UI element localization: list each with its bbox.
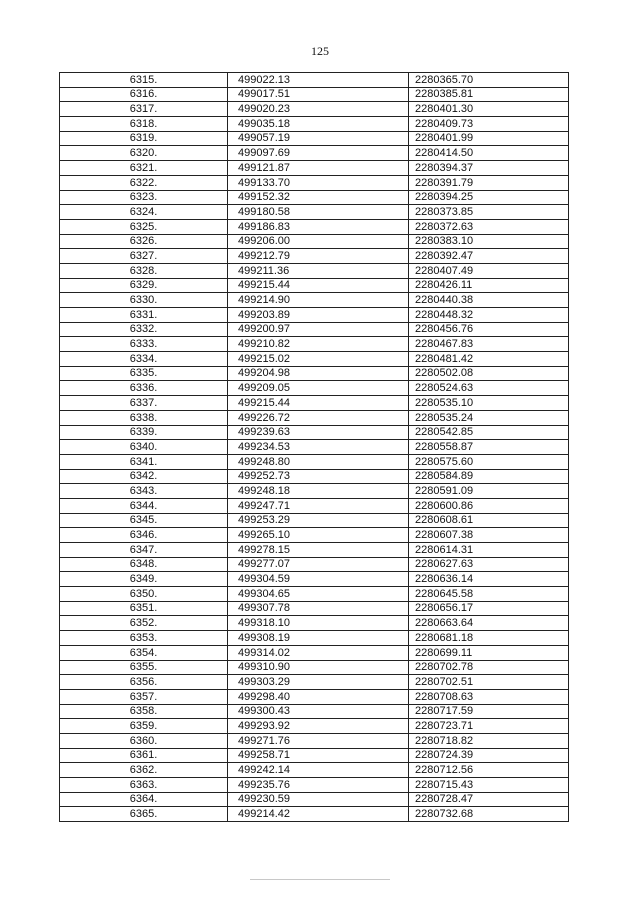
point-number-cell: 6320. (60, 146, 228, 161)
x-coordinate-cell: 499057.19 (228, 131, 409, 146)
y-coordinate-cell: 2280394.25 (409, 190, 569, 205)
y-coordinate-cell: 2280373.85 (409, 205, 569, 220)
x-coordinate-cell: 499293.92 (228, 719, 409, 734)
point-number-cell: 6317. (60, 102, 228, 117)
y-coordinate-cell: 2280608.61 (409, 513, 569, 528)
point-number-cell: 6357. (60, 689, 228, 704)
x-coordinate-cell: 499215.02 (228, 352, 409, 367)
table-row (60, 322, 569, 337)
x-coordinate-cell: 499304.65 (228, 587, 409, 602)
x-coordinate-cell: 499258.71 (228, 748, 409, 763)
point-number-cell: 6331. (60, 308, 228, 323)
table-row (60, 263, 569, 278)
y-coordinate-cell: 2280636.14 (409, 572, 569, 587)
table-row (60, 572, 569, 587)
x-coordinate-cell: 499314.02 (228, 645, 409, 660)
x-coordinate-cell: 499204.98 (228, 366, 409, 381)
point-number-cell: 6364. (60, 792, 228, 807)
point-number-cell: 6344. (60, 498, 228, 513)
x-coordinate-cell: 499265.10 (228, 528, 409, 543)
point-number-cell: 6325. (60, 219, 228, 234)
y-coordinate-cell: 2280712.56 (409, 763, 569, 778)
table-row (60, 249, 569, 264)
point-number-cell: 6362. (60, 763, 228, 778)
table-row (60, 337, 569, 352)
y-coordinate-cell: 2280663.64 (409, 616, 569, 631)
table-row (60, 234, 569, 249)
y-coordinate-cell: 2280607.38 (409, 528, 569, 543)
table-row (60, 131, 569, 146)
table-row (60, 557, 569, 572)
table-row (60, 498, 569, 513)
table-row (60, 616, 569, 631)
table-row (60, 528, 569, 543)
table-row (60, 631, 569, 646)
table-row (60, 425, 569, 440)
point-number-cell: 6342. (60, 469, 228, 484)
x-coordinate-cell: 499209.05 (228, 381, 409, 396)
table-row (60, 396, 569, 411)
y-coordinate-cell: 2280401.99 (409, 131, 569, 146)
table-row (60, 454, 569, 469)
point-number-cell: 6355. (60, 660, 228, 675)
x-coordinate-cell: 499307.78 (228, 601, 409, 616)
x-coordinate-cell: 499242.14 (228, 763, 409, 778)
x-coordinate-cell: 499308.19 (228, 631, 409, 646)
x-coordinate-cell: 499230.59 (228, 792, 409, 807)
y-coordinate-cell: 2280728.47 (409, 792, 569, 807)
point-number-cell: 6341. (60, 454, 228, 469)
x-coordinate-cell: 499298.40 (228, 689, 409, 704)
y-coordinate-cell: 2280524.63 (409, 381, 569, 396)
table-row (60, 440, 569, 455)
x-coordinate-cell: 499318.10 (228, 616, 409, 631)
y-coordinate-cell: 2280656.17 (409, 601, 569, 616)
y-coordinate-cell: 2280699.11 (409, 645, 569, 660)
point-number-cell: 6335. (60, 366, 228, 381)
table-row (60, 175, 569, 190)
y-coordinate-cell: 2280481.42 (409, 352, 569, 367)
y-coordinate-cell: 2280575.60 (409, 454, 569, 469)
point-number-cell: 6316. (60, 87, 228, 102)
point-number-cell: 6349. (60, 572, 228, 587)
table-row (60, 293, 569, 308)
y-coordinate-cell: 2280708.63 (409, 689, 569, 704)
point-number-cell: 6329. (60, 278, 228, 293)
point-number-cell: 6338. (60, 410, 228, 425)
x-coordinate-cell: 499186.83 (228, 219, 409, 234)
point-number-cell: 6348. (60, 557, 228, 572)
x-coordinate-cell: 499248.18 (228, 484, 409, 499)
x-coordinate-cell: 499271.76 (228, 733, 409, 748)
point-number-cell: 6346. (60, 528, 228, 543)
x-coordinate-cell: 499214.42 (228, 807, 409, 822)
y-coordinate-cell: 2280401.30 (409, 102, 569, 117)
table-row (60, 660, 569, 675)
table-row (60, 73, 569, 88)
point-number-cell: 6327. (60, 249, 228, 264)
y-coordinate-cell: 2280448.32 (409, 308, 569, 323)
x-coordinate-cell: 499206.00 (228, 234, 409, 249)
x-coordinate-cell: 499234.53 (228, 440, 409, 455)
x-coordinate-cell: 499211.36 (228, 263, 409, 278)
y-coordinate-cell: 2280584.89 (409, 469, 569, 484)
point-number-cell: 6326. (60, 234, 228, 249)
page-number: 125 (311, 44, 329, 58)
table-row (60, 689, 569, 704)
y-coordinate-cell: 2280732.68 (409, 807, 569, 822)
y-coordinate-cell: 2280535.24 (409, 410, 569, 425)
table-row (60, 205, 569, 220)
x-coordinate-cell: 499304.59 (228, 572, 409, 587)
x-coordinate-cell: 499121.87 (228, 161, 409, 176)
table-row (60, 778, 569, 793)
point-number-cell: 6361. (60, 748, 228, 763)
x-coordinate-cell: 499097.69 (228, 146, 409, 161)
table-row (60, 719, 569, 734)
x-coordinate-cell: 499235.76 (228, 778, 409, 793)
point-number-cell: 6337. (60, 396, 228, 411)
coordinates-table-body (60, 73, 569, 822)
y-coordinate-cell: 2280372.63 (409, 219, 569, 234)
y-coordinate-cell: 2280724.39 (409, 748, 569, 763)
x-coordinate-cell: 499152.32 (228, 190, 409, 205)
table-row (60, 601, 569, 616)
x-coordinate-cell: 499020.23 (228, 102, 409, 117)
point-number-cell: 6324. (60, 205, 228, 220)
x-coordinate-cell: 499035.18 (228, 117, 409, 132)
table-row (60, 87, 569, 102)
table-row (60, 146, 569, 161)
point-number-cell: 6332. (60, 322, 228, 337)
y-coordinate-cell: 2280383.10 (409, 234, 569, 249)
point-number-cell: 6347. (60, 543, 228, 558)
x-coordinate-cell: 499277.07 (228, 557, 409, 572)
table-row (60, 543, 569, 558)
x-coordinate-cell: 499253.29 (228, 513, 409, 528)
y-coordinate-cell: 2280394.37 (409, 161, 569, 176)
point-number-cell: 6340. (60, 440, 228, 455)
y-coordinate-cell: 2280723.71 (409, 719, 569, 734)
point-number-cell: 6363. (60, 778, 228, 793)
x-coordinate-cell: 499133.70 (228, 175, 409, 190)
point-number-cell: 6351. (60, 601, 228, 616)
point-number-cell: 6354. (60, 645, 228, 660)
y-coordinate-cell: 2280456.76 (409, 322, 569, 337)
y-coordinate-cell: 2280392.47 (409, 249, 569, 264)
point-number-cell: 6319. (60, 131, 228, 146)
x-coordinate-cell: 499215.44 (228, 396, 409, 411)
table-row (60, 513, 569, 528)
y-coordinate-cell: 2280600.86 (409, 498, 569, 513)
table-row (60, 733, 569, 748)
y-coordinate-cell: 2280385.81 (409, 87, 569, 102)
y-coordinate-cell: 2280627.63 (409, 557, 569, 572)
table-row (60, 308, 569, 323)
table-row (60, 484, 569, 499)
point-number-cell: 6350. (60, 587, 228, 602)
table-row (60, 704, 569, 719)
point-number-cell: 6323. (60, 190, 228, 205)
point-number-cell: 6345. (60, 513, 228, 528)
point-number-cell: 6360. (60, 733, 228, 748)
y-coordinate-cell: 2280681.18 (409, 631, 569, 646)
x-coordinate-cell: 499214.90 (228, 293, 409, 308)
table-row (60, 763, 569, 778)
x-coordinate-cell: 499200.97 (228, 322, 409, 337)
x-coordinate-cell: 499278.15 (228, 543, 409, 558)
table-row (60, 645, 569, 660)
table-row (60, 190, 569, 205)
point-number-cell: 6322. (60, 175, 228, 190)
point-number-cell: 6352. (60, 616, 228, 631)
y-coordinate-cell: 2280718.82 (409, 733, 569, 748)
point-number-cell: 6365. (60, 807, 228, 822)
table-row (60, 587, 569, 602)
x-coordinate-cell: 499210.82 (228, 337, 409, 352)
y-coordinate-cell: 2280591.09 (409, 484, 569, 499)
point-number-cell: 6321. (60, 161, 228, 176)
y-coordinate-cell: 2280535.10 (409, 396, 569, 411)
y-coordinate-cell: 2280558.87 (409, 440, 569, 455)
x-coordinate-cell: 499212.79 (228, 249, 409, 264)
point-number-cell: 6356. (60, 675, 228, 690)
y-coordinate-cell: 2280467.83 (409, 337, 569, 352)
coordinates-table (59, 72, 569, 822)
y-coordinate-cell: 2280542.85 (409, 425, 569, 440)
x-coordinate-cell: 499215.44 (228, 278, 409, 293)
x-coordinate-cell: 499203.89 (228, 308, 409, 323)
x-coordinate-cell: 499300.43 (228, 704, 409, 719)
table-row (60, 102, 569, 117)
x-coordinate-cell: 499180.58 (228, 205, 409, 220)
table-row (60, 792, 569, 807)
table-row (60, 352, 569, 367)
x-coordinate-cell: 499252.73 (228, 469, 409, 484)
x-coordinate-cell: 499310.90 (228, 660, 409, 675)
point-number-cell: 6328. (60, 263, 228, 278)
table-row (60, 117, 569, 132)
x-coordinate-cell: 499247.71 (228, 498, 409, 513)
point-number-cell: 6318. (60, 117, 228, 132)
table-row (60, 278, 569, 293)
point-number-cell: 6358. (60, 704, 228, 719)
table-row (60, 219, 569, 234)
y-coordinate-cell: 2280702.51 (409, 675, 569, 690)
point-number-cell: 6334. (60, 352, 228, 367)
x-coordinate-cell: 499017.51 (228, 87, 409, 102)
x-coordinate-cell: 499303.29 (228, 675, 409, 690)
x-coordinate-cell: 499248.80 (228, 454, 409, 469)
y-coordinate-cell: 2280440.38 (409, 293, 569, 308)
x-coordinate-cell: 499022.13 (228, 73, 409, 88)
point-number-cell: 6339. (60, 425, 228, 440)
table-row (60, 366, 569, 381)
footer-rule (250, 879, 390, 880)
table-row (60, 807, 569, 822)
y-coordinate-cell: 2280407.49 (409, 263, 569, 278)
y-coordinate-cell: 2280645.58 (409, 587, 569, 602)
point-number-cell: 6336. (60, 381, 228, 396)
y-coordinate-cell: 2280426.11 (409, 278, 569, 293)
table-row (60, 161, 569, 176)
table-row (60, 675, 569, 690)
x-coordinate-cell: 499226.72 (228, 410, 409, 425)
y-coordinate-cell: 2280409.73 (409, 117, 569, 132)
y-coordinate-cell: 2280414.50 (409, 146, 569, 161)
y-coordinate-cell: 2280365.70 (409, 73, 569, 88)
table-row (60, 381, 569, 396)
table-row (60, 410, 569, 425)
point-number-cell: 6353. (60, 631, 228, 646)
y-coordinate-cell: 2280702.78 (409, 660, 569, 675)
table-row (60, 748, 569, 763)
point-number-cell: 6315. (60, 73, 228, 88)
y-coordinate-cell: 2280717.59 (409, 704, 569, 719)
y-coordinate-cell: 2280715.43 (409, 778, 569, 793)
point-number-cell: 6333. (60, 337, 228, 352)
point-number-cell: 6359. (60, 719, 228, 734)
y-coordinate-cell: 2280614.31 (409, 543, 569, 558)
table-row (60, 469, 569, 484)
point-number-cell: 6330. (60, 293, 228, 308)
y-coordinate-cell: 2280391.79 (409, 175, 569, 190)
y-coordinate-cell: 2280502.08 (409, 366, 569, 381)
point-number-cell: 6343. (60, 484, 228, 499)
x-coordinate-cell: 499239.63 (228, 425, 409, 440)
